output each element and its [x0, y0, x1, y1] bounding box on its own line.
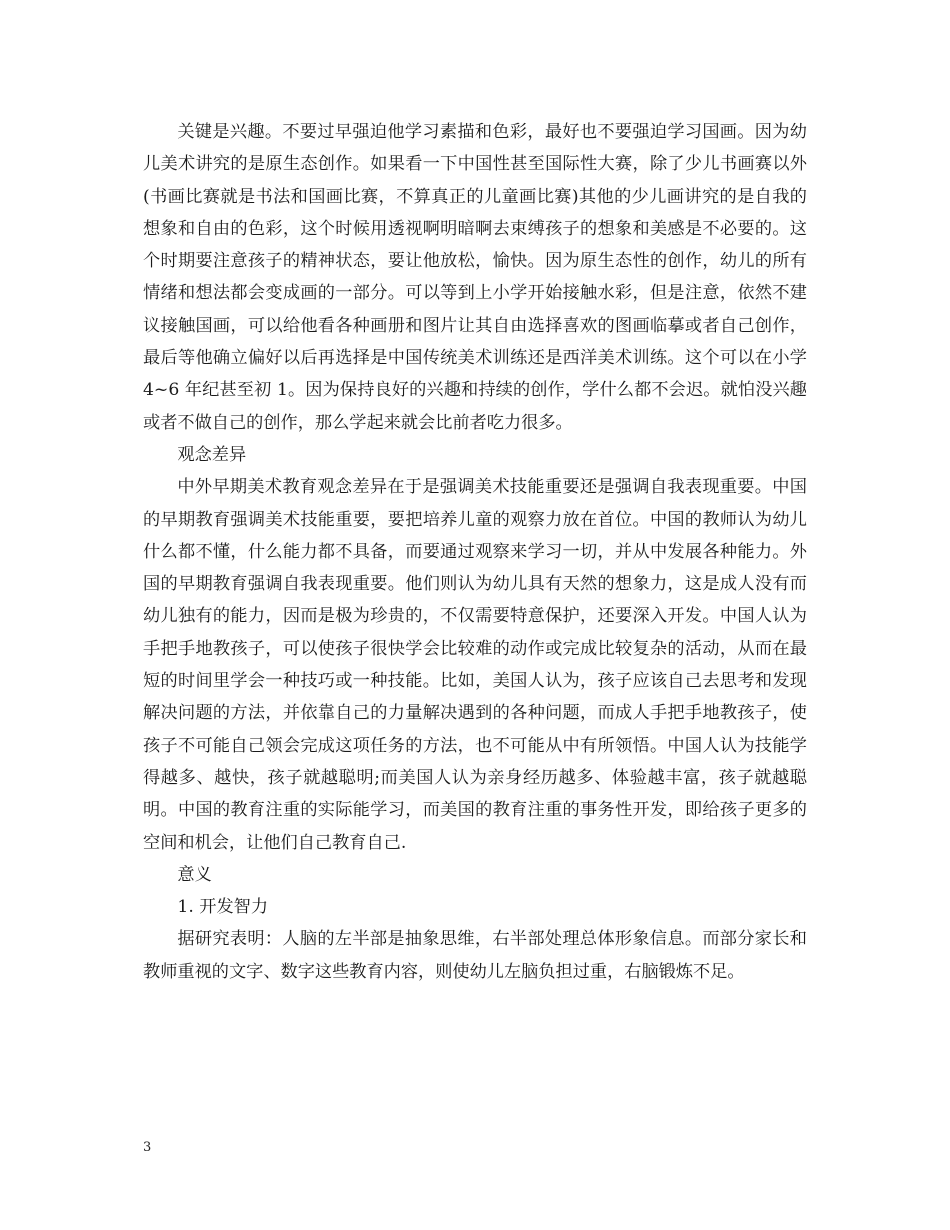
subheading-develop-intelligence: 1. 开发智力 [177, 897, 269, 918]
paragraph-interest: 关键是兴趣。不要过早强迫他学习素描和色彩，最好也不要强迫学习国画。因为幼儿美术讲究的是原生态创作。如果看一下中国性甚至国际性大赛，除了少儿书画赛以外(书画比赛就是书法和国画比赛，不算真正的儿童画比赛)其他的少儿画讲究的是自我的想象和自由的色彩，这个时候用透视啊明暗啊去束缚孩子的想象和美感是不必要的。这个时期要注意孩子的精神状态，要让他放松，愉快。因为原生态性的创作，幼儿的所有情绪和想法都会变成画的一部分。可以等到上小学开始接触水彩，但是注意，依然不建议接触国画，可以给他看各种画册和图片让其自由选择喜欢的图画临摹或者自己创作，最后等他确立偏好以后再选择是中国传统美术训练还是西洋美术训练。这个可以在小学 4~6 年纪甚至初 1。因为保持良好的兴趣和持续的创作，学什么都不会迟。就怕没兴趣或者不做自己的创作，那么学起来就会比前者吃力很多。 [143, 122, 807, 433]
paragraph-concept-difference: 中外早期美术教育观念差异在于是强调美术技能重要还是强调自我表现重要。中国的早期教育强调美术技能重要，要把培养儿童的观察力放在首位。中国的教师认为幼儿什么都不懂，什么能力都不具备，而要通过观察来学习一切，并从中发展各种能力。外国的早期教育强调自我表现重要。他们则认为幼儿具有天然的想象力，这是成人没有而幼儿独有的能力，因而是极为珍贵的，不仅需要特意保护，还要深入开发。中国人认为手把手地教孩子，可以使孩子很快学会比较难的动作或完成比较复杂的活动，从而在最短的时间里学会一种技巧或一种技能。比如，美国人认为，孩子应该自己去思考和发现解决问题的方法，并依靠自己的力量解决遇到的各种问题，而成人手把手地教孩子，使孩子不可能自己领会完成这项任务的方法，也不可能从中有所领悟。中国人认为技能学得越多、越快，孩子就越聪明;而美国人认为亲身经历越多、体验越丰富，孩子就越聪明。中国的教育注重的实际能学习，而美国的教育注重的事务性开发，即给孩子更多的空间和机会，让他们自己教育自己. [143, 477, 807, 853]
body-text [143, 116, 807, 988]
heading-significance: 意义 [177, 864, 212, 885]
page-number: 3 [143, 1140, 152, 1155]
heading-concept-difference: 观念差异 [177, 444, 247, 465]
paragraph-brain-research: 据研究表明：人脑的左半部是抽象思维，右半部处理总体形象信息。而部分家长和教师重视的文字、数字这些教育内容，则使幼儿左脑负担过重，右脑锻炼不足。 [143, 929, 807, 982]
